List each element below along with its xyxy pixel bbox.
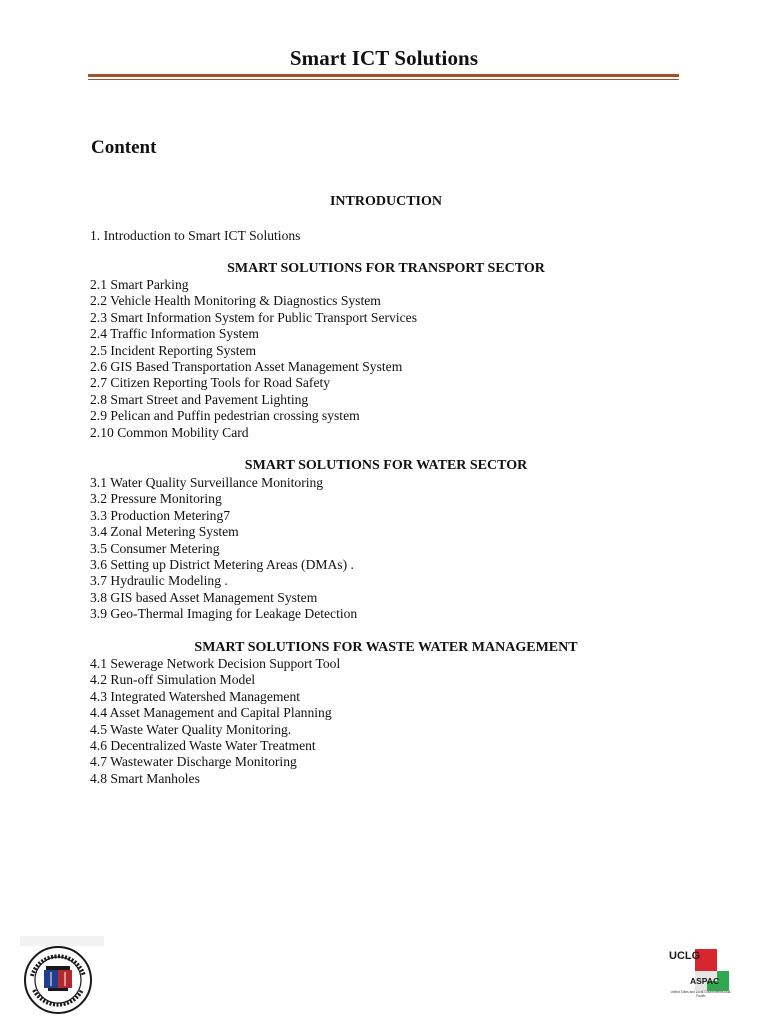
header-rule-thin (88, 79, 679, 80)
toc-list-intro (90, 228, 300, 244)
toc-item: 1. Introduction to Smart ICT Solutions (90, 228, 301, 243)
toc-item: 2.7 Citizen Reporting Tools for Road Safety (90, 375, 331, 391)
toc-item: 2.9 Pelican and Puffin pedestrian crossing system (90, 408, 360, 424)
toc-item: 3.3 Production Metering7 (90, 507, 231, 523)
toc-item: 4.1 Sewerage Network Decision Support Tool (90, 656, 341, 671)
toc-item: 3.4 Zonal Metering System (90, 524, 239, 540)
toc-item: 2.6 GIS Based Transportation Asset Management System (90, 359, 403, 375)
toc-item: 2.10 Common Mobility Card (90, 424, 249, 440)
toc-item: 4.8 Smart Manholes (90, 770, 200, 786)
uclg-subtitle-text: United Cities and Local Governments Asia-Pacific (670, 990, 732, 998)
toc-item: 4.5 Waste Water Quality Monitoring. (90, 721, 292, 737)
toc-item: 4.3 Integrated Watershed Management (90, 688, 301, 704)
toc-item: 2.4 Traffic Information System (90, 326, 259, 342)
toc-item: 3.7 Hydraulic Modeling . (90, 573, 228, 589)
toc-item: 2.3 Smart Information System for Public Transport Services (90, 309, 417, 325)
toc-list-transport (90, 277, 417, 441)
toc-list-wastewater (90, 656, 340, 787)
section-heading-water: SMART SOLUTIONS FOR WATER SECTOR (244, 458, 528, 473)
toc-item: 2.2 Vehicle Health Monitoring & Diagnostics System (90, 293, 381, 309)
toc-item: 4.7 Wastewater Discharge Monitoring (90, 754, 297, 770)
aiilsg-seal-logo-icon (20, 936, 104, 1014)
toc-item: 4.2 Run-off Simulation Model (90, 672, 256, 688)
aspac-region-text: ASPAC (690, 976, 720, 986)
toc-item: 3.9 Geo-Thermal Imaging for Leakage Detection (90, 606, 358, 622)
content-heading: Content (91, 137, 157, 158)
section-heading-intro: INTRODUCTION (329, 194, 442, 209)
section-heading-transport: SMART SOLUTIONS FOR TRANSPORT SECTOR (227, 261, 545, 276)
toc-item: 3.6 Setting up District Metering Areas (DMAs) . (90, 557, 354, 573)
page-title: Smart ICT Solutions (289, 46, 479, 70)
header-rule-thick (88, 74, 679, 77)
toc-item: 2.5 Incident Reporting System (90, 342, 257, 358)
toc-item: 2.8 Smart Street and Pavement Lighting (90, 391, 309, 407)
toc-item: 3.5 Consumer Metering (90, 540, 220, 556)
uclg-brand-text: UCLG (669, 950, 701, 962)
toc-item: 2.1 Smart Parking (90, 277, 189, 292)
toc-item: 3.8 GIS based Asset Management System (90, 589, 318, 605)
toc-list-water (90, 475, 357, 623)
toc-item: 3.1 Water Quality Surveillance Monitoring (90, 475, 324, 490)
toc-item: 4.4 Asset Management and Capital Planning (90, 705, 332, 721)
section-heading-wastewater: SMART SOLUTIONS FOR WASTE WATER MANAGEMENT (194, 640, 578, 655)
toc-item: 4.6 Decentralized Waste Water Treatment (90, 738, 316, 754)
toc-item: 3.2 Pressure Monitoring (90, 491, 222, 507)
